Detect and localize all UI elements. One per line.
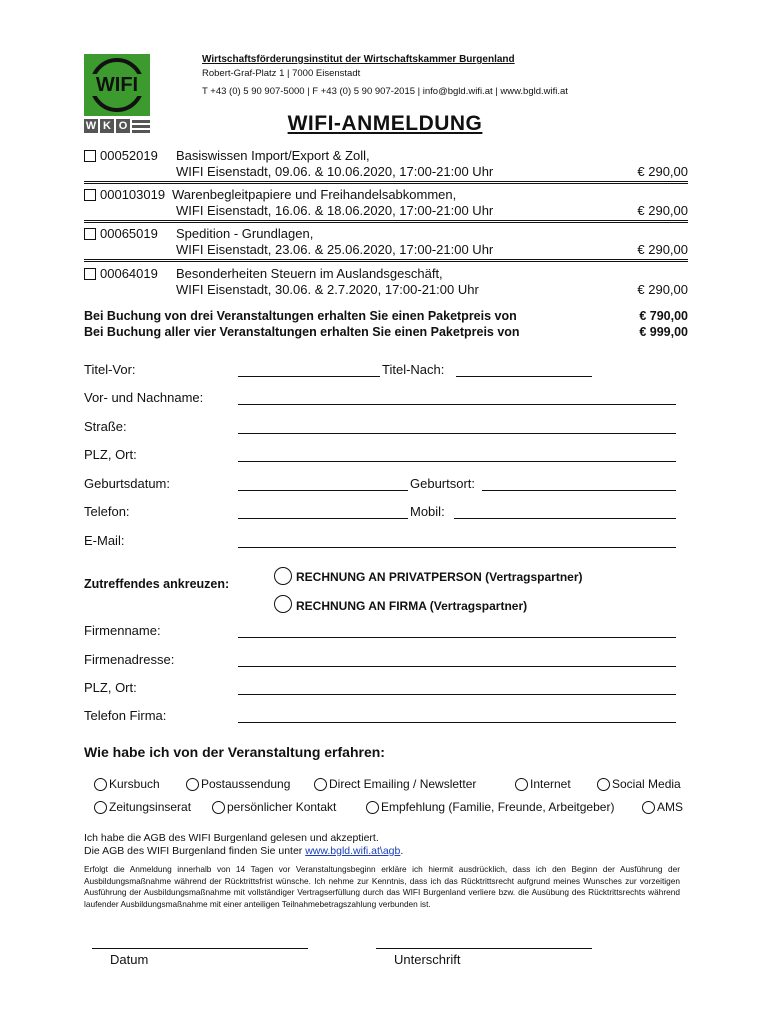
option-label: Internet: [530, 777, 571, 791]
plz-ort-field[interactable]: [238, 461, 676, 462]
logo-sub-o: O: [118, 120, 128, 132]
course-price: € 290,00: [637, 203, 688, 218]
logo-sub-w: W: [85, 120, 97, 132]
course-price: € 290,00: [637, 164, 688, 179]
email-field[interactable]: [238, 547, 676, 548]
radio-icon: [212, 801, 225, 814]
geburtsort-label: Geburtsort:: [410, 476, 476, 491]
radio-icon: [94, 801, 107, 814]
option-direct-emailing[interactable]: [314, 777, 476, 791]
titel-vor-label: Titel-Vor:: [84, 362, 136, 377]
org-contact: T +43 (0) 5 90 907-5000 | F +43 (0) 5 90 907-2015 | info@bgld.wifi.at | www.bgld.wifi.at: [202, 86, 568, 97]
option-postaussendung[interactable]: [186, 777, 290, 791]
firmenname-field[interactable]: [238, 637, 676, 638]
mobil-label: Mobil:: [410, 504, 445, 519]
option-kursbuch[interactable]: [94, 777, 160, 791]
org-name: Wirtschaftsförderungsinstitut der Wirtschaftskammer Burgenland: [202, 54, 515, 65]
course-divider: [84, 220, 688, 223]
agb-link[interactable]: www.bgld.wifi.at\agb: [305, 845, 401, 857]
radio-icon: [515, 778, 528, 791]
package-text: Bei Buchung von drei Veranstaltungen erhalten Sie einen Paketpreis von: [84, 309, 517, 323]
rechnung-firma-radio[interactable]: [274, 595, 292, 613]
radio-icon: [186, 778, 199, 791]
strasse-field[interactable]: [238, 433, 676, 434]
telefon-firma-field[interactable]: [238, 722, 676, 723]
datum-label: Datum: [110, 952, 149, 967]
radio-icon: [642, 801, 655, 814]
option-zeitungsinserat[interactable]: [94, 800, 191, 814]
telefon-label: Telefon:: [84, 504, 130, 519]
course-title: Besonderheiten Steuern im Auslandsgeschäft,: [176, 266, 443, 281]
name-field[interactable]: [238, 404, 676, 405]
course-date: WIFI Eisenstadt, 30.06. & 2.7.2020, 17:00-21:00 Uhr: [176, 282, 479, 297]
course-item: [84, 266, 688, 306]
package-price: € 999,00: [639, 325, 688, 339]
option-persoenlicher-kontakt[interactable]: [212, 800, 336, 814]
course-title: Warenbegleitpapiere und Freihandelsabkommen,: [172, 187, 457, 202]
geburtsdatum-field[interactable]: [238, 490, 408, 491]
radio-icon: [597, 778, 610, 791]
course-item: [84, 187, 688, 227]
agb-link-prefix: Die AGB des WIFI Burgenland finden Sie unter: [84, 845, 306, 857]
package-offer: [84, 325, 688, 341]
rechnung-privat-label: RECHNUNG AN PRIVATPERSON (Vertragspartner): [296, 570, 583, 584]
rechnung-privat-radio[interactable]: [274, 567, 292, 585]
course-checkbox[interactable]: [84, 150, 96, 162]
option-internet[interactable]: [515, 777, 571, 791]
course-date: WIFI Eisenstadt, 09.06. & 10.06.2020, 17:00-21:00 Uhr: [176, 164, 494, 179]
logo-sub-k: K: [103, 120, 111, 132]
option-ams[interactable]: [642, 800, 683, 814]
course-divider: [84, 181, 688, 184]
course-number: 00064019: [100, 266, 158, 281]
datum-line[interactable]: [92, 948, 308, 949]
course-divider: [84, 259, 688, 262]
page-title: WIFI-ANMELDUNG: [287, 112, 483, 135]
org-address: Robert-Graf-Platz 1 | 7000 Eisenstadt: [202, 68, 361, 79]
telefon-firma-label: Telefon Firma:: [84, 708, 167, 723]
plz-ort-label: PLZ, Ort:: [84, 447, 137, 462]
agb-link-suffix: .: [400, 845, 404, 857]
option-label: Direct Emailing / Newsletter: [329, 777, 477, 791]
agb-accept-text: Ich habe die AGB des WIFI Burgenland gelesen und akzeptiert.: [84, 832, 379, 844]
unterschrift-line[interactable]: [376, 948, 592, 949]
strasse-label: Straße:: [84, 419, 127, 434]
course-number: 00052019: [100, 148, 158, 163]
course-title: Basiswissen Import/Export & Zoll,: [176, 148, 370, 163]
option-empfehlung[interactable]: [366, 800, 614, 814]
geburtsort-field[interactable]: [482, 490, 676, 491]
firma-plz-ort-label: PLZ, Ort:: [84, 680, 137, 695]
option-label: persönlicher Kontakt: [227, 800, 337, 814]
unterschrift-label: Unterschrift: [394, 952, 461, 967]
firma-plz-ort-field[interactable]: [238, 694, 676, 695]
course-number: 000103019: [100, 187, 166, 202]
course-date: WIFI Eisenstadt, 23.06. & 25.06.2020, 17:00-21:00 Uhr: [176, 242, 494, 257]
titel-vor-field[interactable]: [238, 376, 380, 377]
firmenname-label: Firmenname:: [84, 623, 161, 638]
agb-link-line: [84, 845, 403, 857]
course-item: [84, 226, 688, 266]
option-social-media[interactable]: [597, 777, 681, 791]
titel-nach-label: Titel-Nach:: [382, 362, 445, 377]
rechnung-firma-label: RECHNUNG AN FIRMA (Vertragspartner): [296, 599, 528, 613]
firmenadresse-label: Firmenadresse:: [84, 652, 175, 667]
option-label: Social Media: [612, 777, 681, 791]
option-label: Empfehlung (Familie, Freunde, Arbeitgeber): [381, 800, 615, 814]
option-label: Kursbuch: [109, 777, 160, 791]
telefon-field[interactable]: [238, 518, 408, 519]
firmenadresse-field[interactable]: [238, 666, 676, 667]
titel-nach-field[interactable]: [456, 376, 592, 377]
radio-icon: [366, 801, 379, 814]
course-checkbox[interactable]: [84, 228, 96, 240]
source-question: Wie habe ich von der Veranstaltung erfahren:: [84, 744, 385, 760]
package-price: € 790,00: [639, 309, 688, 323]
name-label: Vor- und Nachname:: [84, 390, 204, 405]
geburtsdatum-label: Geburtsdatum:: [84, 476, 170, 491]
course-number: 00065019: [100, 226, 158, 241]
course-price: € 290,00: [637, 242, 688, 257]
package-text: Bei Buchung aller vier Veranstaltungen erhalten Sie einen Paketpreis von: [84, 325, 520, 339]
course-price: € 290,00: [637, 282, 688, 297]
zutreffendes-label: Zutreffendes ankreuzen:: [84, 577, 230, 591]
radio-icon: [94, 778, 107, 791]
radio-icon: [314, 778, 327, 791]
logo-text: WIFI: [95, 74, 139, 96]
course-checkbox[interactable]: [84, 189, 96, 201]
course-checkbox[interactable]: [84, 268, 96, 280]
package-offer: [84, 309, 688, 325]
option-label: Postaussendung: [201, 777, 291, 791]
email-label: E-Mail:: [84, 533, 125, 548]
course-item: [84, 148, 688, 188]
option-label: Zeitungsinserat: [109, 800, 192, 814]
course-title: Spedition - Grundlagen,: [176, 226, 314, 241]
course-date: WIFI Eisenstadt, 16.06. & 18.06.2020, 17:00-21:00 Uhr: [176, 203, 494, 218]
mobil-field[interactable]: [454, 518, 676, 519]
legal-text: Erfolgt die Anmeldung innerhalb von 14 Tagen vor Veranstaltungsbeginn erkläre ich hiermit ausdrücklich, dass ich den Beginn der Ausführung der Ausbildungsmaßnahme während der Rücktrittsfrist wünsche. Ich nehme zur Kenntnis, dass ich das Rücktrittsrecht aufgrund meines Wunsches zur vorzeitigen Ausführung der Ausbildungsmaßnahme mit vollständiger Vertragserfüllung durch das WIFI Burgenland verliere bzw. die Ausübung des Rücktrittsrechts während laufender Ausbildungsmaßnahme mit einer anteiligen Teilnahmebetragszahlung verbunden ist.: [84, 864, 680, 909]
option-label: AMS: [657, 800, 684, 814]
